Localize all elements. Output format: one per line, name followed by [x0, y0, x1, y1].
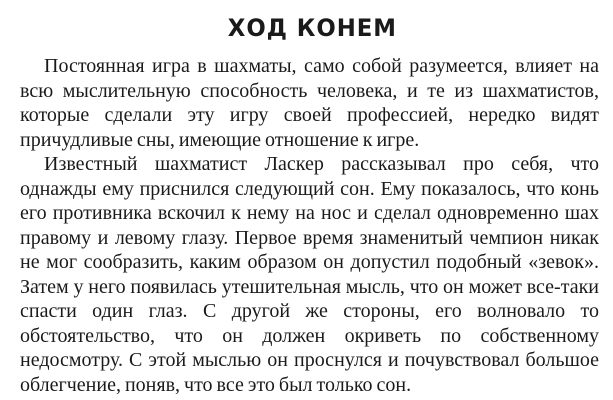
- paragraph-2: Известный шахматист Ласкер рассказывал про себя, что однажды ему приснился следующий сон. Ему показалось, что конь его противника вскочил к нему на нос и сделал одновременно шах правому и левому глазу. Первое время знаменитый чемпион никак не мог сообразить, каким образом он допустил подобный «зевок». Затем у него появилась утешительная мысль, что он может все-таки спасти один глаз. С другой же стороны, его волновало то обстоятельство, что он должен окриветь по собственному недосмотру. С этой мыслью он проснулся и почувствовал большое облегчение, поняв, что все это был только сон.: [20, 153, 599, 396]
- paragraph-1: Постоянная игра в шахматы, само собой разумеется, влияет на всю мыслительную способность человека, и те из шахматистов, которые сделали эту игру своей профессией, нередко видят причудливые сны, имеющие отношение к игре.: [20, 55, 599, 151]
- article-title: ХОД КОНЕМ: [227, 14, 397, 42]
- article-body: [20, 54, 599, 397]
